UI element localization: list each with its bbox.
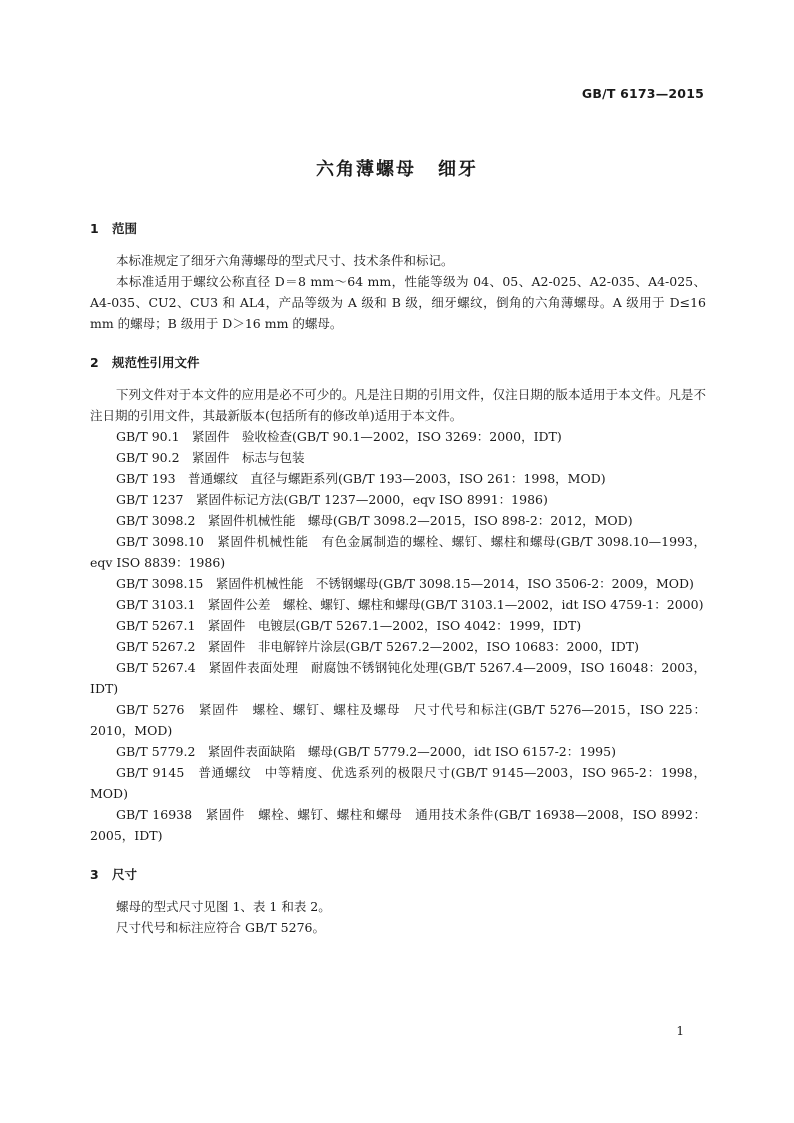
reference-item: GB/T 5779.2 紧固件表面缺陷 螺母(GB/T 5779.2—2000，idt ISO 6157-2：1995) bbox=[116, 744, 616, 759]
title-main: 六角薄螺母 bbox=[316, 159, 416, 180]
standard-code: GB/T 6173—2015 bbox=[581, 86, 704, 101]
reference-item: GB/T 90.2 紧固件 标志与包装 bbox=[116, 450, 305, 465]
reference-item: GB/T 1237 紧固件标记方法(GB/T 1237—2000，eqv ISO 8991：1986) bbox=[116, 492, 548, 507]
reference-item: GB/T 5276 紧固件 螺栓、螺钉、螺柱及螺母 尺寸代号和标注(GB/T 5276—2015，ISO 225：2010，MOD) bbox=[90, 702, 706, 738]
section-title: 尺寸 bbox=[112, 867, 138, 882]
section-heading-references bbox=[90, 352, 706, 373]
paragraph: 下列文件对于本文件的应用是必不可少的。凡是注日期的引用文件，仅注日期的版本适用于本文件。凡是不注日期的引用文件，其最新版本(包括所有的修改单)适用于本文件。 bbox=[90, 387, 706, 423]
section-title: 范围 bbox=[112, 221, 138, 236]
reference-item: GB/T 3098.10 紧固件机械性能 有色金属制造的螺栓、螺钉、螺柱和螺母(GB/T 3098.10—1993，eqv ISO 8839：1986) bbox=[90, 534, 706, 570]
reference-item: GB/T 5267.1 紧固件 电镀层(GB/T 5267.1—2002，ISO 4042：1999，IDT) bbox=[116, 618, 582, 633]
section-title: 规范性引用文件 bbox=[112, 355, 200, 370]
paragraph: 本标准规定了细牙六角薄螺母的型式尺寸、技术条件和标记。 bbox=[116, 253, 454, 268]
reference-item: GB/T 9145 普通螺纹 中等精度、优选系列的极限尺寸(GB/T 9145—2003，ISO 965-2：1998，MOD) bbox=[90, 765, 706, 801]
paragraph: 本标准适用于螺纹公称直径 D＝8 mm～64 mm，性能等级为 04、05、A2-025、A2-035、A4-025、A4-035、CU2、CU3 和 AL4，产品等级为 A 级和 B 级，细牙螺纹，倒角的六角薄螺母。A 级用于 D≤16 mm 的螺母；B 级用于 D＞16 mm 的螺母。 bbox=[90, 274, 706, 331]
section-heading-dimensions bbox=[90, 864, 706, 885]
document-body bbox=[90, 218, 706, 938]
document-title bbox=[0, 155, 794, 181]
reference-item: GB/T 3098.15 紧固件机械性能 不锈钢螺母(GB/T 3098.15—2014，ISO 3506-2：2009，MOD) bbox=[116, 576, 694, 591]
reference-item: GB/T 5267.4 紧固件表面处理 耐腐蚀不锈钢钝化处理(GB/T 5267.4—2009，ISO 16048：2003，IDT) bbox=[90, 660, 706, 696]
reference-item: GB/T 5267.2 紧固件 非电解锌片涂层(GB/T 5267.2—2002，ISO 10683：2000，IDT) bbox=[116, 639, 640, 654]
reference-item: GB/T 90.1 紧固件 验收检查(GB/T 90.1—2002，ISO 3269：2000，IDT) bbox=[116, 429, 562, 444]
reference-item: GB/T 3103.1 紧固件公差 螺栓、螺钉、螺柱和螺母(GB/T 3103.1—2002，idt ISO 4759-1：2000) bbox=[116, 597, 704, 612]
section-number: 2 bbox=[90, 355, 99, 370]
paragraph: 尺寸代号和标注应符合 GB/T 5276。 bbox=[116, 920, 325, 935]
reference-item: GB/T 193 普通螺纹 直径与螺距系列(GB/T 193—2003，ISO 261：1998，MOD) bbox=[116, 471, 606, 486]
reference-item: GB/T 3098.2 紧固件机械性能 螺母(GB/T 3098.2—2015，ISO 898-2：2012，MOD) bbox=[116, 513, 633, 528]
paragraph: 螺母的型式尺寸见图 1、表 1 和表 2。 bbox=[116, 899, 331, 914]
section-number: 3 bbox=[90, 867, 99, 882]
reference-item: GB/T 16938 紧固件 螺栓、螺钉、螺柱和螺母 通用技术条件(GB/T 16938—2008，ISO 8992：2005，IDT) bbox=[90, 807, 706, 843]
section-number: 1 bbox=[90, 221, 99, 236]
title-sub: 细牙 bbox=[438, 159, 478, 180]
page-number: 1 bbox=[676, 1024, 684, 1038]
section-heading-scope bbox=[90, 218, 706, 239]
